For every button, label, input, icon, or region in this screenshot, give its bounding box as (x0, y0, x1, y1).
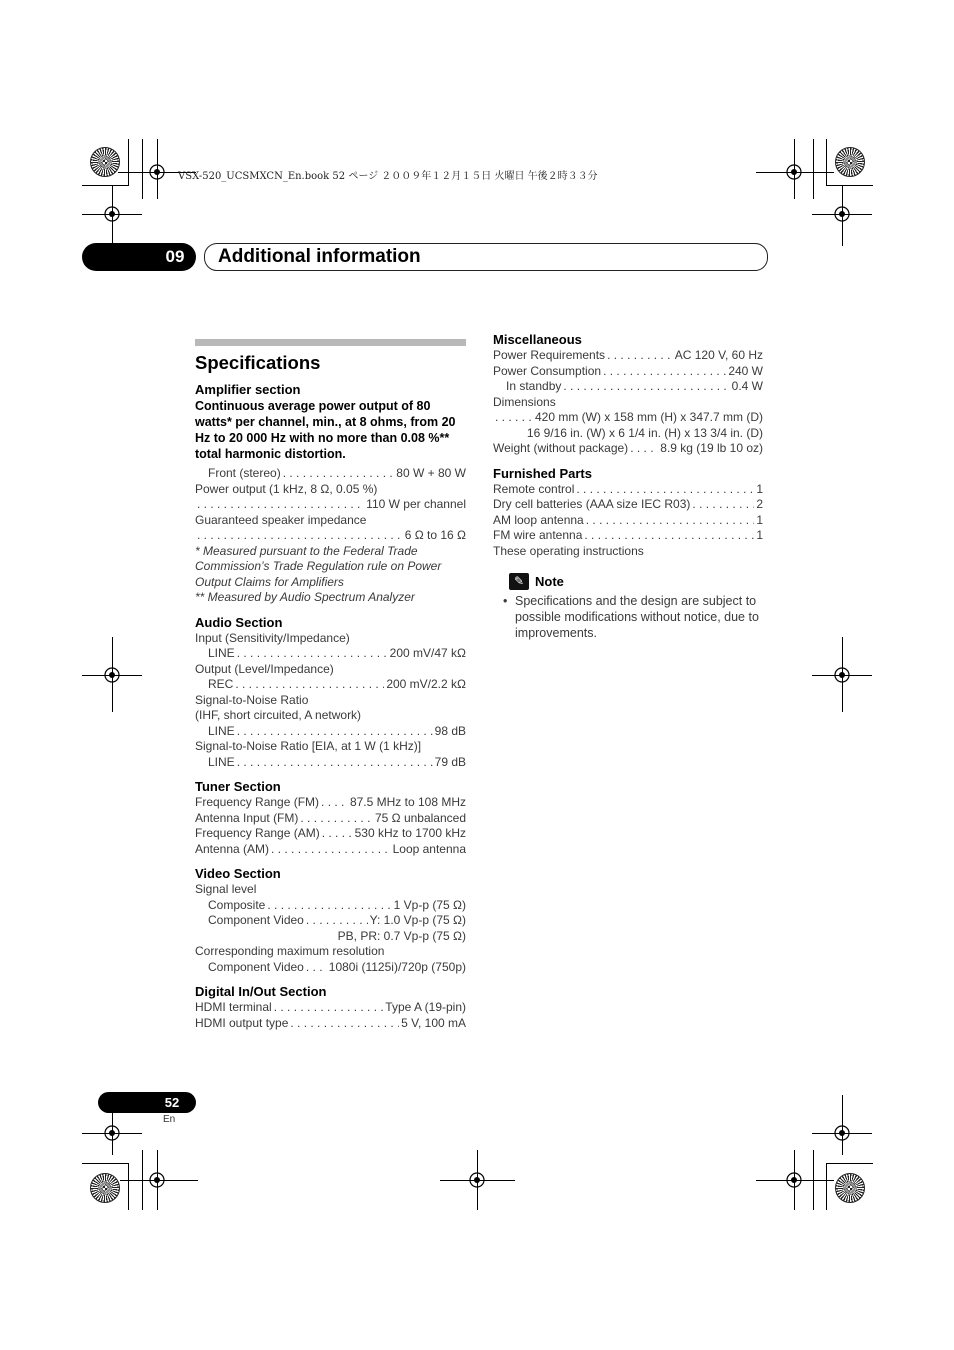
star-target-icon (835, 147, 865, 177)
page-number: 52 (164, 1095, 180, 1110)
spec-row: . . . 6 Ω to 16 Ω (195, 528, 466, 544)
spec-row: Component Video . . . Y: 1.0 Vp-p (75 Ω) (195, 913, 466, 929)
spec-row: HDMI output type . . . 5 V, 100 mA (195, 1016, 466, 1032)
registration-target-icon (146, 161, 168, 183)
amplifier-heading: Amplifier section (195, 382, 301, 397)
spec-row: Power Consumption . . . 240 W (493, 364, 763, 380)
spec-row: REC . . . 200 mV/2.2 kΩ (195, 677, 466, 693)
file-header: VSX-520_UCSMXCN_En.book 52 ページ ２００９年１２月１５日 火曜日 午後２時３３分 (178, 171, 598, 182)
page-title: Specifications (195, 352, 321, 373)
spec-row: Remote control . . . 1 (493, 482, 763, 498)
spec-label: Corresponding maximum resolution (195, 944, 385, 958)
spec-row: LINE . . . 200 mV/47 kΩ (195, 646, 466, 662)
specifications-column (195, 339, 466, 1031)
spec-label: Power output (1 kHz, 8 Ω, 0.05 %) (195, 481, 378, 496)
spec-row: Frequency Range (AM) . . . 530 kHz to 1700 kHz (195, 826, 466, 842)
spec-row: AM loop antenna . . . 1 (493, 513, 763, 529)
spec-label: Signal-to-Noise Ratio (195, 692, 309, 707)
spec-label: Signal-to-Noise Ratio [EIA, at 1 W (1 kHz)] (195, 739, 422, 753)
spec-label: These operating instructions (493, 543, 644, 558)
bullet-icon: • (503, 594, 508, 608)
registration-target-icon (101, 664, 123, 686)
spec-label: Input (Sensitivity/Impedance) (195, 630, 350, 645)
registration-target-icon (831, 664, 853, 686)
spec-row: Component Video . . . 1080i (1125i)/720p (750p) (195, 960, 466, 976)
spec-label: Signal level (195, 882, 257, 896)
registration-target-icon (466, 1169, 488, 1191)
note-bullet (493, 593, 763, 641)
chapter-title: Additional information (218, 246, 421, 267)
pencil-icon: ✎ (509, 573, 529, 590)
spec-row: Weight (without package) . . . 8.9 kg (19 lb 10 oz) (493, 441, 763, 457)
furnished-heading: Furnished Parts (493, 465, 592, 481)
spec-label: Output (Level/Impedance) (195, 661, 334, 676)
chapter-number: 09 (165, 247, 185, 266)
registration-target-icon (101, 203, 123, 225)
page-language: En (163, 1114, 176, 1125)
digital-heading: Digital In/Out Section (195, 984, 327, 999)
note-title: Note (535, 573, 564, 589)
footnote: * Measured pursuant to the Federal Trade Commission’s Trade Regulation rule on Power Output Claims for Amplifiers (195, 543, 442, 589)
registration-target-icon (783, 1169, 805, 1191)
misc-column (493, 331, 763, 641)
footnote: ** Measured by Audio Spectrum Analyzer (195, 590, 415, 604)
misc-heading: Miscellaneous (493, 332, 582, 347)
spec-value: PB, PR: 0.7 Vp-p (75 Ω) (337, 928, 466, 943)
amplifier-intro: Continuous average power output of 80 watts* per channel, min., at 8 ohms, from 20 Hz to 20 000 Hz with no more than 0.08 %** total harmonic distortion. (195, 399, 456, 461)
note-text: Specifications and the design are subject to possible modifications without notice, due to improvements. (515, 594, 759, 640)
spec-label: Guaranteed speaker impedance (195, 512, 367, 527)
note-header (493, 573, 763, 590)
spec-row: Antenna Input (FM) . . . 75 Ω unbalanced (195, 811, 466, 827)
registration-target-icon (831, 203, 853, 225)
registration-target-icon (783, 161, 805, 183)
registration-target-icon (146, 1169, 168, 1191)
spec-row: LINE . . . 79 dB (195, 755, 466, 771)
spec-row: In standby . . . 0.4 W (493, 379, 763, 395)
star-target-icon (90, 147, 120, 177)
spec-row: . . . 110 W per channel (195, 497, 466, 513)
spec-label: Dimensions (493, 394, 556, 409)
spec-row: FM wire antenna . . . 1 (493, 528, 763, 544)
section-bar (195, 339, 466, 346)
registration-target-icon (101, 1122, 123, 1144)
spec-row: Frequency Range (FM) . . . 87.5 MHz to 108 MHz (195, 795, 466, 811)
registration-target-icon (831, 1122, 853, 1144)
audio-heading: Audio Section (195, 614, 283, 630)
spec-row: . . . 420 mm (W) x 158 mm (H) x 347.7 mm (D) (493, 410, 763, 426)
spec-value: 16 9/16 in. (W) x 6 1/4 in. (H) x 13 3/4 in. (D) (526, 425, 763, 440)
spec-row: HDMI terminal . . . Type A (19-pin) (195, 1000, 466, 1016)
spec-row: Antenna (AM) . . . Loop antenna (195, 842, 466, 858)
spec-row: Dry cell batteries (AAA size IEC R03) . . . 2 (493, 497, 763, 513)
spec-row: LINE . . . 98 dB (195, 724, 466, 740)
spec-label: (IHF, short circuited, A network) (195, 708, 362, 722)
spec-row: Power Requirements . . . AC 120 V, 60 Hz (493, 348, 763, 364)
spec-row: Composite . . . 1 Vp-p (75 Ω) (195, 898, 466, 914)
star-target-icon (835, 1173, 865, 1203)
star-target-icon (90, 1173, 120, 1203)
spec-row: Front (stereo) . . . 80 W + 80 W (195, 466, 466, 482)
video-heading: Video Section (195, 866, 281, 881)
tuner-heading: Tuner Section (195, 779, 281, 794)
